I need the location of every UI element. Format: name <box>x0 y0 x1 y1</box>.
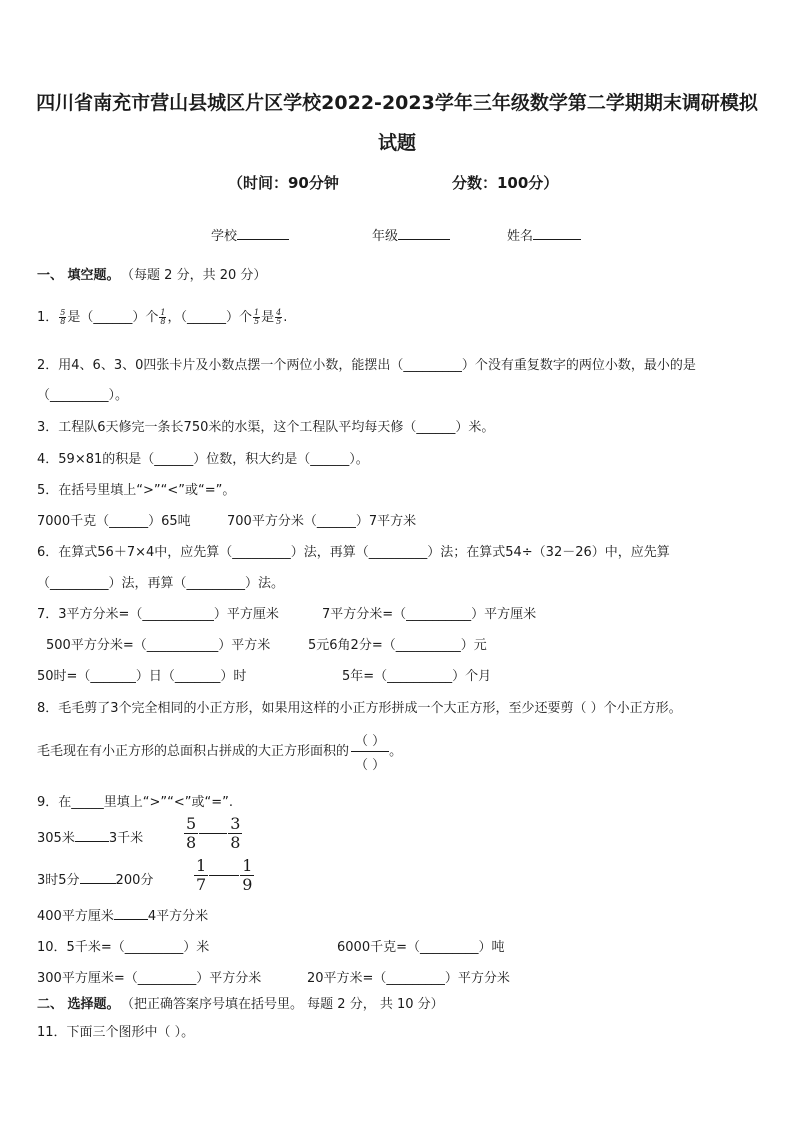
question-7-item: 50时=（_______）日（_______）时 <box>37 669 247 684</box>
grade-label: 年级 <box>372 229 399 244</box>
question-5-item: 700平方分米（______）7平方米 <box>227 514 417 529</box>
question-text: ，（______）个 <box>167 310 252 325</box>
section-note: （把正确答案序号填在括号里。 每题 2 分， 共 10 分） <box>127 997 444 1012</box>
question-text: 是 <box>261 310 275 325</box>
school-blank[interactable] <box>237 227 289 240</box>
fraction: $\frac{5}{8}$ <box>186 814 197 852</box>
section-title: 二、 选择题。 <box>37 997 120 1012</box>
fraction: $\frac{3}{8}$ <box>230 814 241 852</box>
grade-blank[interactable] <box>398 227 450 240</box>
question-7-item: 5元6角2分=（__________）元 <box>308 638 487 653</box>
fraction: $\frac{5}{8}$ <box>60 308 66 326</box>
page-title: 四川省南充市营山县城区片区学校2022-2023学年三年级数学第二学期期末调研模拟 <box>36 92 758 114</box>
name-label: 姓名 <box>507 229 534 244</box>
question-5-item: 7000千克（______）65吨 <box>37 514 191 529</box>
question-10-item: 20平方米=（_________）平方分米 <box>307 971 510 986</box>
grade-field <box>372 225 450 244</box>
fraction: $\frac{4}{5}$ <box>276 308 282 326</box>
question-8-continued <box>37 730 402 773</box>
question-7-item: 5年=（__________）个月 <box>342 669 492 684</box>
exam-score: 分数：100分） <box>452 174 559 192</box>
question-10-item: 10．5千米=（_________）米 <box>37 940 210 955</box>
fraction: $\frac{1}{8}$ <box>160 308 166 326</box>
question-1 <box>37 306 287 326</box>
question-text: . <box>283 310 288 325</box>
question-6: 6．在算式56＋7×4中，应先算（_________）法，再算（_________）法；在算式54÷（32－26）中，应先算 <box>37 545 670 560</box>
school-label: 学校 <box>211 229 238 244</box>
fraction: $\frac{1}{5}$ <box>254 308 260 326</box>
question-2: 2．用4、6、3、0四张卡片及小数点摆一个两位小数，能摆出（_________）个没有重复数字的两位小数，最小的是 <box>37 358 696 373</box>
question-9: 9．在_____里填上“>”“<”或“=”. <box>37 795 233 810</box>
name-field <box>507 225 581 244</box>
section-note: （每题 2 分，共 20 分） <box>127 268 267 283</box>
name-blank[interactable] <box>533 227 581 240</box>
question-10-item: 300平方厘米=（_________）平方分米 <box>37 971 262 986</box>
question-7-item: 7．3平方分米=（___________）平方厘米 <box>37 607 279 622</box>
fraction: $\frac{1}{7}$ <box>196 856 207 894</box>
question-9-item: 305米 3千米 <box>37 831 144 846</box>
question-9-item: 400平方厘米 4平方分米 <box>37 909 209 924</box>
question-7-item: 7平方分米=（__________）平方厘米 <box>322 607 537 622</box>
answer-blank[interactable] <box>114 907 148 920</box>
question-6-continued: （_________）法，再算（_________）法。 <box>37 576 285 591</box>
question-3: 3．工程队6天修完一条长750米的水渠，这个工程队平均每天修（______）米。 <box>37 420 495 435</box>
question-text: 。 <box>389 744 403 759</box>
question-8: 8．毛毛剪了3个完全相同的小正方形，如果用这样的小正方形拼成一个大正方形，至少还要剪（ ）个小正方形。 <box>37 701 682 716</box>
question-9-fraction-compare <box>183 816 243 851</box>
question-4: 4．59×81的积是（______）位数，积大约是（______）。 <box>37 452 369 467</box>
answer-blank[interactable] <box>75 829 109 842</box>
answer-blank[interactable] <box>199 833 227 834</box>
question-11: 11．下面三个图形中（ ）。 <box>37 1025 195 1040</box>
school-field <box>211 225 289 244</box>
question-2-continued: （_________）。 <box>37 388 129 403</box>
section-title: 一、 填空题。 <box>37 268 120 283</box>
fraction: $\frac{1}{9}$ <box>242 856 253 894</box>
answer-fraction[interactable]: （ ） （ ） <box>351 730 389 773</box>
question-9-item: 3时5分 200分 <box>37 873 154 888</box>
answer-blank[interactable] <box>209 875 239 876</box>
page-title-continued: 试题 <box>377 132 416 154</box>
question-9-fraction-compare <box>193 858 255 893</box>
question-7-item: 500平方分米=（___________）平方米 <box>46 638 271 653</box>
exam-time: （时间：90分钟 <box>228 174 339 192</box>
answer-blank[interactable] <box>80 871 116 884</box>
question-number: 1． <box>37 310 59 325</box>
question-5: 5．在括号里填上“>”“<”或“=”。 <box>37 483 236 498</box>
question-text: 是（______）个 <box>67 310 159 325</box>
section-heading <box>37 993 444 1012</box>
question-text: 毛毛现在有小正方形的总面积占拼成的大正方形面积的 <box>37 744 350 759</box>
question-10-item: 6000千克=（_________）吨 <box>337 940 505 955</box>
section-heading <box>37 264 266 283</box>
